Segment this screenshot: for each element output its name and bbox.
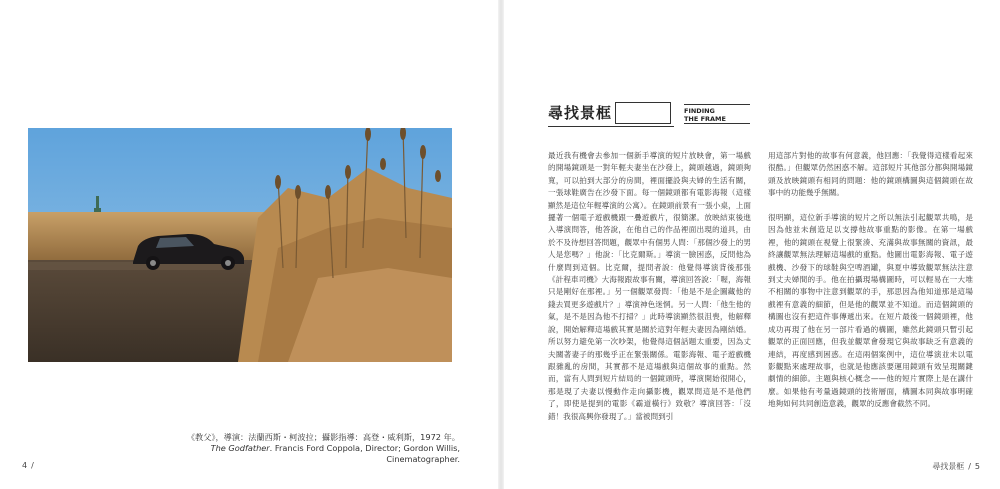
caption-english xyxy=(160,443,460,465)
page-number-right: 5 xyxy=(974,462,980,471)
folio-slash-left: / xyxy=(31,461,34,470)
heading-frame-box xyxy=(615,102,671,124)
caption-film-title: The Godfather xyxy=(210,443,270,453)
caption-credits: . Francis Ford Coppola, Director; Gordon Willis, Cinematographer. xyxy=(269,443,460,464)
heading-rule xyxy=(548,126,674,127)
section-heading xyxy=(548,102,750,126)
heading-chinese: 尋找景框 xyxy=(548,104,613,122)
folio-right xyxy=(932,461,980,472)
heading-english: FINDING THE FRAME xyxy=(684,104,750,124)
folio-left xyxy=(22,461,38,470)
page-number-left: 4 xyxy=(22,461,28,470)
folio-slash-right: / xyxy=(968,462,971,471)
caption-chinese: 《教父》，導演：法蘭西斯・柯波拉；攝影指導：高登・威利斯，1972 年。 xyxy=(186,432,460,442)
running-head: 尋找景框 xyxy=(932,462,965,471)
book-gutter xyxy=(498,0,504,489)
body-column-1 xyxy=(548,150,751,435)
film-still-photo xyxy=(28,128,452,362)
photo-caption xyxy=(160,432,460,465)
body-column-2 xyxy=(768,150,973,423)
body-paragraph: 用這部片對他的故事有何意義，他回應：「我覺得這樣看起來很酷。」但觀眾仍然困惑不解。這部短片其他部分都與開場鏡頭及放映鏡頭有相同的問題：他的鏡頭構圖與這個鏡頭在故事中的功能幾乎無關。 很明顯，這位新手導演的短片之所以無法引起觀眾共鳴，是因為他並未創造足以支撐他故事重點的影像。在第一場戲裡，他的鏡頭在視覺上很緊湊、充滿與故事無關的資訊，最終讓觀眾無法理解這場戲的重點。他圖出電影海報、電子遊戲機、沙發下的球鞋與空啤酒罐，與夏中導致觀眾無法注意到丈夫婦間的手。他在拍攝現場構圖時，可以輕易在一大堆不相關的事物中注意到觀眾的手，那思因為他知道那是這場戲裡有意義的細節，但是他的觀眾並不知道。而這個鏡頭的構圖也沒有把這件事傳遞出來。在短片最後一個鏡頭裡，他成功再現了他在另一部片看過的構圖，雖然此鏡頭只暫引起觀眾的正面回應，但我並觀眾會發現它與故事缺乏有意義的連結，再度感到困惑。在這兩個案例中，這位導演並未以電影觀點來處理故事，也就是他應該要運用鏡頭有效呈現關鍵劇情的細節。主題與核心概念——他的短片實際上是在講什麼。如果他有考量過鏡頭的技術層面，構圖本同與故事明確地夠如何共同創造意義，觀眾的反應會截然不同。 xyxy=(768,151,973,409)
body-paragraph: 最近我有機會去參加一個新手導演的短片放映會，第一場戲的開場鏡頭是一對年輕夫妻坐在沙發上，鏡頭越過，鏡頭夠寬，可以拍到大部分的房間，裡面擺設與夫婦的生活有關，一張球鞋廣告在沙發下面。每一個鏡頭都有電影海報（這樣顯然是這位年輕導演的公寓）。在鏡頭前景有一張小桌，上面擺著一個電子遊戲機跟一疊遊戲片，很簡潔。放映結束後進入導演問答，他答說，在他自己的作品裡面出現的道具，由於不及待想回答問題，觀眾中有個男人問：「那個沙發上的男人是您嗎？」他說：「比克爾斯。」導演一臉困惑，反問他為什麼問到這個。比克爾，提問者說：他覺得導演背後那張《計程車司機》大海報跟故事有關，導演回答說：「喔，海報只是剛好在那裡。」另一個觀眾發問：「他是不是企圖藏他的錢去買更多遊戲片？」導演神色迷惘。另一人問：「他生他的氣，是不是因為他不打掃？」此時導演顯然很沮喪，他解釋說，開始解釋這場戲其實是關於這對年輕夫妻因為剛結婚。所以努力避免第一次吵架，他覺得這個話題太重要，因為丈夫關著妻子的那幾乎正在緊張關係。電影海報、電子遊戲機跟雜亂的房間，其實都不是這場戲與這個故事的重點。然而，當有人問到短片結局的一個鏡頭時，導演開始很開心，那是現了夫妻以慢動作走向攝影機，觀眾問這是不是他們了，即使是提到的電影《霸道橫行》致敬？導演回答：「沒錯！我很高興你發現了。」當被問到引 xyxy=(548,151,751,421)
